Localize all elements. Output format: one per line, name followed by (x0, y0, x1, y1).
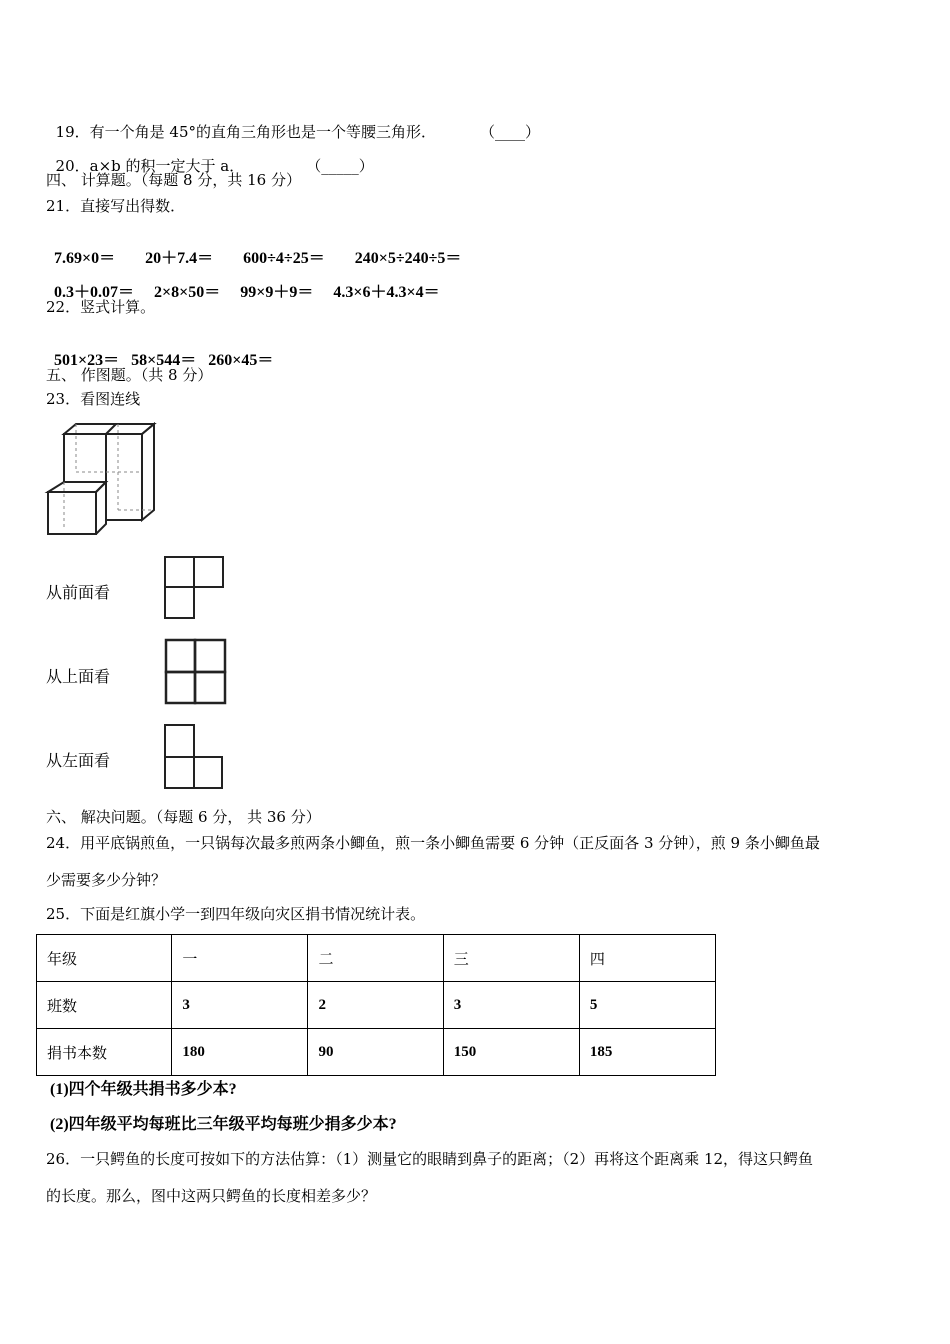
view-label-top: 从上面看 (46, 667, 111, 686)
table-cell: 3 (172, 982, 308, 1029)
calc-item: 260×45＝ (208, 352, 274, 369)
question-24-line-2: 少需要多少分钟？ (46, 871, 167, 889)
table-row (37, 982, 716, 1029)
calc-item: 7.69×0＝ (54, 250, 116, 267)
table-cell: 年级 (37, 935, 172, 982)
section-6-heading: 六、 解决问题。（每题 6 分， 共 36 分） (46, 808, 321, 826)
answer-blank-19[interactable]: （____） (480, 123, 541, 141)
table-cell: 90 (308, 1029, 443, 1076)
view-label-left: 从左面看 (46, 751, 111, 770)
answer-blank-20[interactable]: （_____） (306, 157, 374, 175)
table-cell: 班数 (37, 982, 172, 1029)
question-24-line-1: 24．用平底锅煎鱼，一只锅每次最多煎两条小鲫鱼，煎一条小鲫鱼需要 6 分钟（正反面各 3 分钟），煎 9 条小鲫鱼最 (46, 834, 820, 852)
table-cell: 捐书本数 (37, 1029, 172, 1076)
left-view-figure (162, 723, 226, 791)
table-cell: 三 (443, 935, 579, 982)
table-cell: 2 (308, 982, 443, 1029)
front-view-figure (162, 555, 226, 621)
question-25-sub-1: (1)四个年级共捐书多少本? (50, 1081, 237, 1098)
table-cell: 150 (443, 1029, 579, 1076)
table-cell: 二 (308, 935, 443, 982)
calc-item: 2×8×50＝ (154, 284, 221, 301)
question-26-line-2: 的长度。那么，图中这两只鳄鱼的长度相差多少？ (46, 1187, 377, 1205)
question-25-sub-2: (2)四年级平均每班比三年级平均每班少捐多少本? (50, 1116, 397, 1133)
cube-figure (44, 422, 160, 538)
view-label-front: 从前面看 (46, 583, 111, 602)
question-22-title: 22．竖式计算。 (46, 298, 156, 316)
calc-item: 20＋7.4＝ (145, 250, 214, 267)
table-row (37, 935, 716, 982)
calc-item: 600÷4÷25＝ (243, 250, 325, 267)
calc-item: 0.3＋0.07＝ (54, 284, 135, 301)
section-5-heading: 五、 作图题。（共 8 分） (46, 366, 213, 384)
question-19-text: 19．有一个角是 45°的直角三角形也是一个等腰三角形． (55, 123, 436, 141)
question-26-line-1: 26．一只鳄鱼的长度可按如下的方法估算：（1）测量它的眼睛到鼻子的距离；（2）再将这个距离乘 12，得这只鳄鱼 (46, 1150, 814, 1168)
top-view-figure (163, 638, 229, 706)
table-cell: 180 (172, 1029, 308, 1076)
table-cell: 3 (443, 982, 579, 1029)
table-row (37, 1029, 716, 1076)
section-4-heading: 四、 计算题。（每题 8 分，共 16 分） (46, 171, 301, 189)
table-cell: 185 (579, 1029, 715, 1076)
calc-item: 501×23＝ (54, 352, 120, 369)
calc-item: 240×5÷240÷5＝ (354, 250, 462, 267)
question-23-title: 23．看图连线 (46, 390, 141, 408)
question-20-text: 20．a×b 的积一定大于 a． (55, 157, 245, 175)
calc-item: 4.3×6＋4.3×4＝ (333, 284, 440, 301)
question-25-title: 25．下面是红旗小学一到四年级向灾区捐书情况统计表。 (46, 905, 426, 923)
donation-stats-table (36, 934, 716, 1076)
calc-item: 58×544＝ (131, 352, 197, 369)
table-cell: 四 (579, 935, 715, 982)
table-cell: 一 (172, 935, 308, 982)
question-21-title: 21．直接写出得数． (46, 197, 186, 215)
calc-item: 99×9＋9＝ (240, 284, 314, 301)
table-cell: 5 (579, 982, 715, 1029)
